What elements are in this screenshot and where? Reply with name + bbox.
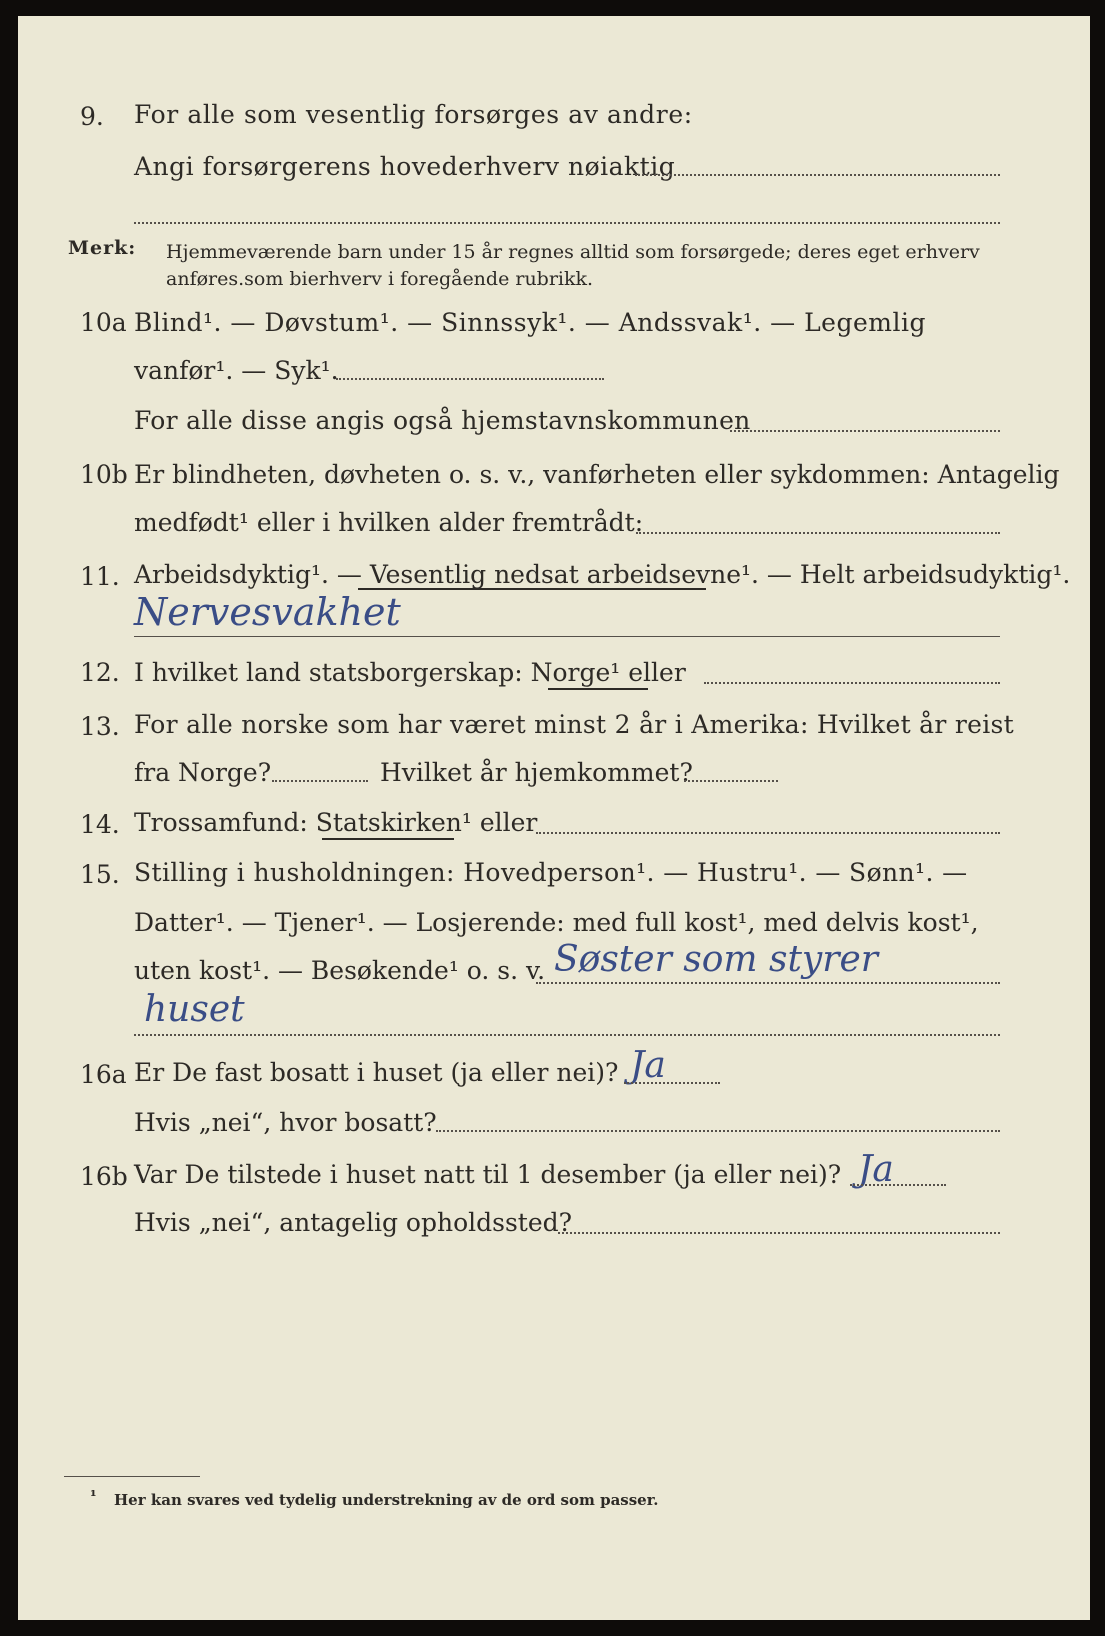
- q13-left-answer-line: [272, 780, 368, 782]
- q10a-text: Blind¹. — Døvstum¹. — Sinnssyk¹. — Andssvak¹. — Legemlig: [134, 308, 926, 337]
- q10a-answer-line: [336, 378, 604, 380]
- q16b-subanswer-line: [558, 1232, 1000, 1234]
- q9-text: For alle som vesentlig forsørges av andre:: [134, 100, 693, 129]
- q13-number: 13.: [80, 712, 120, 741]
- q16a-handwritten-answer: Ja: [630, 1045, 666, 1086]
- q10a-home-municipality-line: [730, 430, 1000, 432]
- q16a-answer-line: [624, 1082, 720, 1084]
- q11-handwritten-answer: Nervesvakhet: [134, 590, 401, 634]
- q15-handwritten-answer: Søster som styrer: [554, 939, 878, 980]
- merk-line-1: Hjemmeværende barn under 15 år regnes alltid som forsørgede; deres eget erhverv: [166, 241, 980, 263]
- q10a-home-municipality-text: For alle disse angis også hjemstavnskommunen: [134, 406, 751, 435]
- q16b-answer-line: [850, 1184, 946, 1186]
- q15-text: Stilling i husholdningen: Hovedperson¹. — Hustru¹. — Sønn¹. —: [134, 858, 968, 887]
- q16b-number: 16b: [80, 1162, 128, 1191]
- q9-answer-line-2: [134, 222, 1000, 224]
- footnote-mark: ¹: [90, 1487, 97, 1505]
- q14-underline-mark: [322, 838, 454, 840]
- footnote-text: Her kan svares ved tydelig understrekning av de ord som passer.: [114, 1491, 659, 1509]
- q12-answer-line: [704, 682, 1000, 684]
- q16a-number: 16a: [80, 1060, 127, 1089]
- q15-number: 15.: [80, 860, 120, 889]
- q16a-subanswer-line: [436, 1130, 1000, 1132]
- q10b-text: Er blindheten, døvheten o. s. v., vanførheten eller sykdommen: Antagelig: [134, 460, 1060, 489]
- q10a-subtext: vanfør¹. — Syk¹.: [134, 356, 339, 385]
- q9-subtext: Angi forsørgerens hovederhverv nøiaktig: [134, 152, 676, 181]
- q15-text-3: uten kost¹. — Besøkende¹ o. s. v.: [134, 956, 546, 985]
- q15-text-2: Datter¹. — Tjener¹. — Losjerende: med full kost¹, med delvis kost¹,: [134, 908, 979, 937]
- q9-answer-line: [635, 174, 1000, 176]
- merk-label: Merk:: [68, 237, 137, 259]
- q16b-subtext: Hvis „nei“, antagelig opholdssted?: [134, 1208, 573, 1237]
- q14-text: Trossamfund: Statskirken¹ eller: [134, 808, 538, 837]
- q16b-handwritten-answer: Ja: [858, 1149, 894, 1190]
- q13-right-answer-line: [684, 780, 778, 782]
- q15-answer-line-2: [134, 1034, 1000, 1036]
- q10b-subtext: medfødt¹ eller i hvilken alder fremtrådt:: [134, 508, 644, 537]
- q10a-number: 10a: [80, 308, 127, 337]
- q11-underline-mark: [358, 588, 706, 590]
- q14-answer-line: [536, 832, 1000, 834]
- q15-handwritten-answer-2: huset: [144, 989, 245, 1030]
- q15-answer-line: [536, 982, 1000, 984]
- q11-number: 11.: [80, 562, 120, 591]
- q10b-answer-line: [636, 532, 1000, 534]
- q13-left-question: fra Norge?: [134, 758, 272, 787]
- q13-text: For alle norske som har været minst 2 år i Amerika: Hvilket år reist: [134, 710, 1015, 739]
- q16a-text: Er De fast bosatt i huset (ja eller nei)?: [134, 1058, 619, 1087]
- q12-underline-mark: [548, 688, 648, 690]
- q14-number: 14.: [80, 810, 120, 839]
- q11-answer-line: [134, 636, 1000, 637]
- q10b-number: 10b: [80, 460, 128, 489]
- q13-right-question: Hvilket år hjemkommet?: [380, 758, 693, 787]
- q12-number: 12.: [80, 658, 120, 687]
- q12-text: I hvilket land statsborgerskap: Norge¹ eller: [134, 658, 686, 687]
- census-form-page: [18, 16, 1090, 1620]
- q9-number: 9.: [80, 102, 104, 131]
- footnote-rule: [64, 1476, 200, 1477]
- q16a-subtext: Hvis „nei“, hvor bosatt?: [134, 1108, 437, 1137]
- merk-line-2: anføres.som bierhverv i foregående rubrikk.: [166, 268, 594, 290]
- q11-text: Arbeidsdyktig¹. — Vesentlig nedsat arbeidsevne¹. — Helt arbeidsudyktig¹.: [134, 560, 1071, 589]
- q16b-text: Var De tilstede i huset natt til 1 desember (ja eller nei)?: [134, 1160, 842, 1189]
